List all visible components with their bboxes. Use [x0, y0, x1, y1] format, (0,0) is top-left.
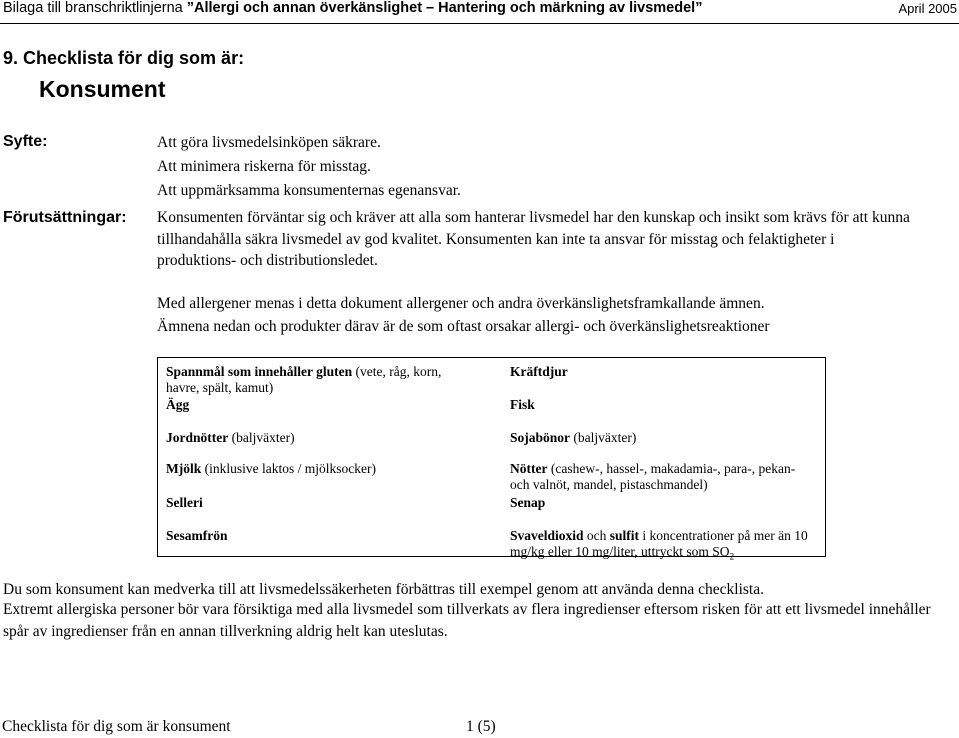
header-prefix: Bilaga till branschriktlinjerna: [3, 0, 187, 16]
page-number: 1 (5): [466, 718, 496, 735]
allergen-item: [166, 461, 466, 477]
allergen-item: [510, 397, 820, 413]
allergen-item: [166, 495, 466, 511]
allergen-item: [166, 364, 466, 396]
allergen-name: Selleri: [166, 495, 203, 510]
allergen-item: [166, 397, 466, 413]
syfte-label: Syfte:: [3, 133, 48, 150]
allergen-name: Jordnötter: [166, 430, 229, 445]
allergen-intro-line: Ämnena nedan och produkter därav är de som oftast orsakar allergi- och överkänslighetsreaktioner: [157, 318, 770, 335]
syfte-line: Att uppmärksamma konsumenternas egenansvar.: [157, 182, 461, 199]
header-rule: [0, 23, 959, 24]
subscript: 2: [729, 551, 735, 562]
allergen-name: Nötter: [510, 461, 548, 476]
header-date: April 2005: [898, 1, 957, 16]
allergen-detail: i koncentrationer på mer än 10 mg/kg eller 10 mg/liter, uttryckt som SO: [510, 528, 808, 559]
allergen-name: Sojabönor: [510, 430, 571, 445]
allergen-name: Mjölk: [166, 461, 202, 476]
allergen-item: [166, 528, 466, 544]
allergen-intro-line: Med allergener menas i detta dokument allergener och andra överkänslighetsframkallande ämnen.: [157, 295, 765, 312]
allergen-item: [510, 364, 820, 380]
section-subtitle: Konsument: [39, 76, 166, 102]
allergen-name: Fisk: [510, 397, 535, 412]
allergen-detail: och: [583, 528, 610, 543]
allergen-item: [510, 495, 820, 511]
allergen-item: [510, 461, 810, 493]
section-title: 9. Checklista för dig som är:: [3, 48, 245, 68]
paragraph: Extremt allergiska personer bör vara försiktiga med alla livsmedel som tillverkats av flera ingredienser eftersom risken för att ett livsmedel innehåller spår av ingredienser från en annan tillverkning aldrig helt kan uteslutas.: [3, 601, 931, 640]
allergen-name: Spannmål som innehåller gluten: [166, 364, 353, 379]
forutsattningar-line: tillhandahålla säkra livsmedel av god kvalitet. Konsumenten kan inte ta ansvar för misstag och felaktigheter i: [157, 231, 835, 248]
forutsattningar-label: Förutsättningar:: [3, 209, 127, 226]
syfte-line: Att minimera riskerna för misstag.: [157, 158, 371, 175]
allergen-detail: (vete, råg, korn, havre, spält, kamut): [166, 364, 442, 395]
allergen-detail: (cashew-, hassel-, makadamia-, para-, pekan- och valnöt, mandel, pistaschmandel): [510, 461, 796, 492]
allergen-detail: (inklusive laktos / mjölksocker): [201, 461, 376, 476]
allergen-name: Svaveldioxid: [510, 528, 584, 543]
allergen-item: [510, 430, 820, 446]
allergen-item: [166, 430, 466, 446]
allergen-name: Senap: [510, 495, 546, 510]
allergen-name: Ägg: [166, 397, 190, 412]
header-title: ”Allergi och annan överkänslighet – Hantering och märkning av livsmedel”: [186, 0, 703, 16]
forutsattningar-line: Konsumenten förväntar sig och kräver att alla som hanterar livsmedel har den kunskap och insikt som krävs för att kunna: [157, 209, 910, 226]
allergen-name: Sesamfrön: [166, 528, 228, 543]
forutsattningar-line: produktions- och distributionsledet.: [157, 252, 378, 269]
allergen-name: Kräftdjur: [510, 364, 568, 379]
running-header: [3, 0, 702, 16]
allergen-detail: (baljväxter): [228, 430, 295, 445]
allergen-name: sulfit: [609, 528, 640, 543]
footer-title: Checklista för dig som är konsument: [2, 718, 231, 735]
syfte-line: Att göra livsmedelsinköpen säkrare.: [157, 134, 381, 151]
allergen-item: [510, 528, 820, 565]
paragraph: Du som konsument kan medverka till att livsmedelssäkerheten förbättras till exempel genom att använda denna checklista.: [3, 581, 764, 598]
allergen-detail: (baljväxter): [570, 430, 637, 445]
